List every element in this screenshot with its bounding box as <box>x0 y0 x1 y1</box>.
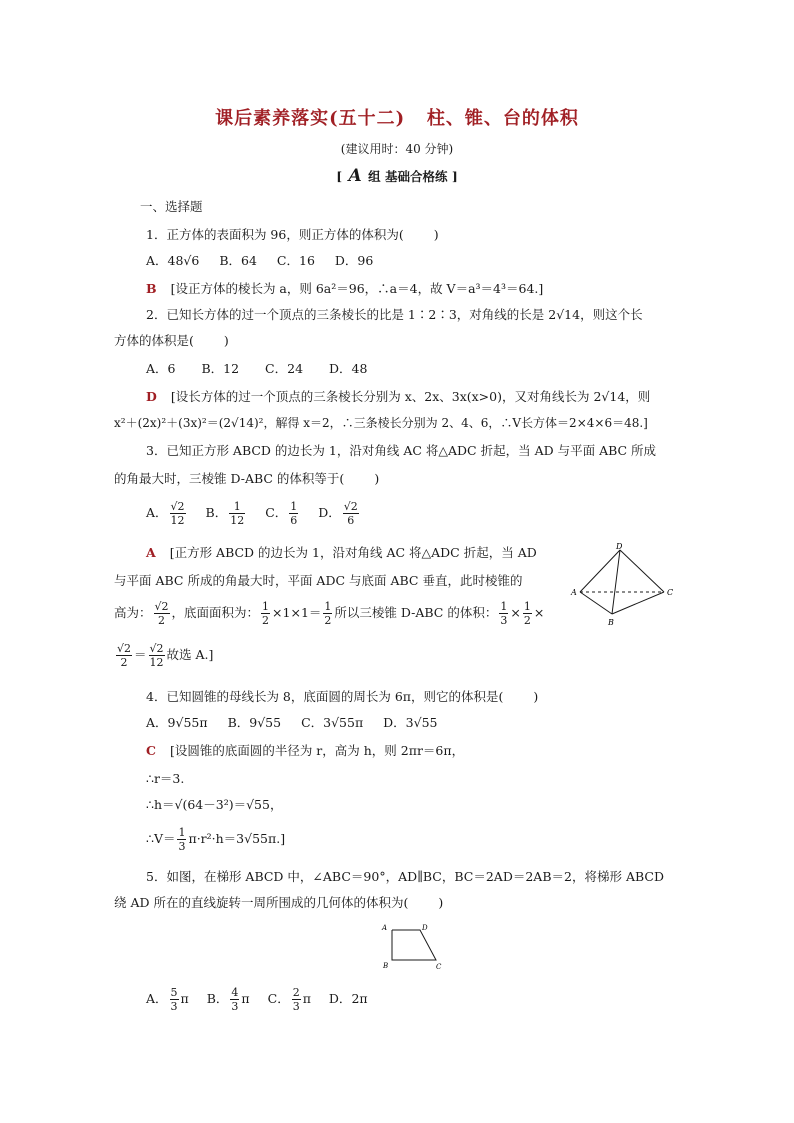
q4-stem-text: 4．已知圆锥的母线长为 8，底面圆的周长为 6π，则它的体积是( <box>146 689 504 704</box>
q1-option-d: D．96 <box>334 253 374 268</box>
q1-stem <box>146 226 439 244</box>
q5-option-d-letter: D． <box>328 991 352 1006</box>
q5-option-c-letter: C． <box>267 991 290 1006</box>
q5-option-b-num: 4 <box>231 986 239 999</box>
q4-option-a: A．9√55π <box>146 715 208 730</box>
q3-sol3-f2-num: 1 <box>262 600 270 613</box>
q3-sol3-f4-den: 3 <box>500 614 508 627</box>
q3-sol4-end: 故选 A.] <box>166 647 214 662</box>
q3-sol4-f1-num: √2 <box>117 642 132 655</box>
section-heading: 一、选择题 <box>140 199 203 214</box>
q3-options <box>146 500 361 527</box>
label-c: C <box>436 963 442 971</box>
q1-solution <box>146 280 543 298</box>
q3-option-d-num: √2 <box>343 500 358 513</box>
q3-stem-line1: 3．已知正方形 ABCD 的边长为 1，沿对角线 AC 将△ADC 折起，当 AD 与平面 ABC 所成 <box>146 443 657 458</box>
q3-sol4-eq: ＝ <box>134 647 147 662</box>
q3-sol4-f2-den: 12 <box>149 656 164 669</box>
q2-options <box>146 360 367 378</box>
q4-option-c: C．3√55π <box>301 715 364 730</box>
label-a: A <box>571 588 577 597</box>
q4-sol4-den: 3 <box>178 840 186 853</box>
q5-option-a-num: 5 <box>170 986 178 999</box>
q3-option-b-num: 1 <box>229 500 245 514</box>
q1-stem-text: 1．正方体的表面积为 96，则正方体的体积为( <box>146 227 404 242</box>
q5-option-d-tail: 2π <box>351 991 368 1006</box>
q3-solution-line4 <box>114 642 213 669</box>
q3-solution-line3 <box>114 600 544 627</box>
q4-solution-text-1: [设圆锥的底面圆的半径为 r，高为 h，则 2πr＝6π， <box>169 743 465 758</box>
q3-sol3-f2-den: 2 <box>262 614 270 627</box>
q3-stem-line2 <box>114 470 379 488</box>
q5-option-a-letter: A． <box>146 991 168 1006</box>
group-close-bracket: ] <box>451 169 458 184</box>
q3-option-d-den: 6 <box>347 514 355 527</box>
q2-option-b: B．12 <box>201 361 240 376</box>
q3-sol3-d: 所以三棱锥 D-ABC 的体积： <box>334 605 498 620</box>
q5-option-c-tail: π <box>302 991 311 1006</box>
label-d: D <box>422 924 428 932</box>
q3-option-b-den: 12 <box>230 514 245 527</box>
q4-stem <box>146 688 538 706</box>
label-b: B <box>383 962 389 970</box>
q3-stem-text: 的角最大时，三棱锥 D-ABC 的体积等于( <box>114 471 345 486</box>
q3-sol3-c: ×1×1＝ <box>272 605 322 620</box>
q5-option-c-den: 3 <box>292 1000 300 1013</box>
q3-option-c-den: 6 <box>290 514 298 527</box>
q2-answer: D <box>146 389 157 404</box>
q3-solution-line1 <box>146 544 537 562</box>
q5-stem-line2 <box>114 894 443 912</box>
edge-da <box>580 550 620 592</box>
group-letter: A <box>348 166 362 186</box>
q3-option-a-den: 12 <box>170 514 185 527</box>
q3-option-c-num: 1 <box>290 500 298 513</box>
trapezoid-outline <box>392 930 436 960</box>
q3-sol3-f3-den: 2 <box>324 614 332 627</box>
q3-sol3-f1-den: 2 <box>158 614 166 627</box>
q3-option-b <box>205 500 252 527</box>
group-header <box>0 166 794 186</box>
q5-options <box>146 986 368 1013</box>
q3-sol3-f: × <box>533 605 545 620</box>
q5-option-c <box>267 986 315 1013</box>
q3-sol3-f4-num: 1 <box>500 600 508 613</box>
trapezoid-figure <box>378 918 450 974</box>
q3-solution-line2: 与平面 ABC 所成的角最大时，平面 ADC 与底面 ABC 垂直，此时棱锥的 <box>114 573 523 588</box>
q5-stem-close: ) <box>438 895 444 910</box>
q5-option-b <box>206 986 254 1013</box>
q1-solution-text: [设正方体的棱长为 a，则 6a²＝96，∴a＝4，故 V＝a³＝4³＝64.] <box>170 281 544 296</box>
q2-stem-close: ) <box>223 333 229 348</box>
q2-option-c: C．24 <box>265 361 304 376</box>
q5-option-a-tail: π <box>180 991 189 1006</box>
q4-answer: C <box>146 743 156 758</box>
q3-option-d <box>318 500 361 527</box>
q1-option-a: A．48√6 <box>146 253 200 268</box>
q2-option-d: D．48 <box>329 361 368 376</box>
q3-sol3-b: ，底面面积为： <box>171 605 260 620</box>
q2-option-a: A．6 <box>146 361 176 376</box>
q3-sol4-f2-num: √2 <box>149 642 164 655</box>
q4-sol4-num: 1 <box>178 826 186 839</box>
label-c: C <box>667 588 674 597</box>
q1-option-c: C．16 <box>276 253 315 268</box>
q4-option-d: D．3√55 <box>383 715 438 730</box>
q5-option-d <box>329 991 368 1006</box>
label-a: A <box>382 924 388 932</box>
edge-cb <box>612 592 664 614</box>
q5-option-a <box>146 986 193 1013</box>
q3-option-a-letter: A． <box>146 505 168 520</box>
q5-option-a-den: 3 <box>170 1000 178 1013</box>
q4-options <box>146 714 438 732</box>
q3-sol4-f1-den: 2 <box>120 656 128 669</box>
q3-option-d-letter: D． <box>318 505 341 520</box>
q5-stem-text: 绕 AD 所在的直线旋转一周所围成的几何体的体积为( <box>114 895 409 910</box>
q3-option-c <box>265 500 304 527</box>
q3-stem-close: ) <box>374 471 380 486</box>
label-d: D <box>616 542 623 551</box>
q2-solution-line1 <box>146 388 650 406</box>
q5-option-b-tail: π <box>241 991 250 1006</box>
edge-ab <box>580 592 612 614</box>
q2-stem-line2 <box>114 332 229 350</box>
label-b: B <box>608 618 614 627</box>
group-label: 组 基础合格练 <box>368 169 448 184</box>
q1-options <box>146 252 373 270</box>
q2-stem-text: 方体的体积是( <box>114 333 194 348</box>
q5-option-b-den: 3 <box>231 1000 239 1013</box>
q3-sol3-e: × <box>510 605 521 620</box>
q3-solution-text-1: [正方形 ABCD 的边长为 1，沿对角线 AC 将△ADC 折起，当 AD <box>169 545 537 560</box>
q2-solution-text-1: [设长方体的过一个顶点的三条棱长分别为 x、2x、3x(x>0)，又对角线长为 2√14，则 <box>170 389 651 404</box>
q3-option-c-letter: C． <box>265 505 288 520</box>
group-open-bracket: [ <box>336 169 343 184</box>
q3-sol3-f5-num: 1 <box>523 600 531 613</box>
q1-option-b: B．64 <box>219 253 257 268</box>
q4-option-b: B．9√55 <box>227 715 282 730</box>
q3-sol3-f5-den: 2 <box>523 614 531 627</box>
q3-sol3-a: 高为： <box>114 605 152 620</box>
q3-answer: A <box>146 545 156 560</box>
q3-sol3-f1-num: √2 <box>154 600 169 613</box>
q3-sol3-f3-num: 1 <box>324 600 332 613</box>
q3-option-b-letter: B． <box>205 505 228 520</box>
q5-option-c-num: 2 <box>292 986 300 999</box>
edge-dc <box>620 550 664 592</box>
q3-option-a <box>146 500 192 527</box>
q4-sol4-a: ∴V＝ <box>146 831 176 846</box>
edge-db <box>612 550 620 614</box>
q2-stem-line1: 2．已知长方体的过一个顶点的三条棱长的比是 1∶2∶3，对角线的长是 2√14，则这个长 <box>146 307 643 322</box>
page-title: 课后素养落实(五十二) 柱、锥、台的体积 <box>215 108 579 129</box>
q3-option-a-num: √2 <box>170 500 185 513</box>
time-suggestion: (建议用时：40 分钟) <box>340 142 454 156</box>
q5-option-b-letter: B． <box>206 991 229 1006</box>
q4-solution-line1 <box>146 742 464 760</box>
q1-answer: B <box>146 281 157 296</box>
tetrahedron-figure <box>568 540 680 632</box>
q2-solution-line2: x²＋(2x)²＋(3x)²＝(2√14)²，解得 x＝2，∴三条棱长分别为 2、4、6，∴V长方体＝2×4×6＝48.] <box>114 416 648 430</box>
q1-stem-close: ) <box>433 227 439 242</box>
q4-solution-line4 <box>146 826 285 853</box>
q4-solution-line2: ∴r＝3. <box>146 771 185 786</box>
q4-solution-line3: ∴h＝√(64－3²)＝√55， <box>146 797 283 812</box>
q4-stem-close: ) <box>533 689 539 704</box>
q5-stem-line1: 5．如图，在梯形 ABCD 中，∠ABC＝90°，AD∥BC，BC＝2AD＝2AB＝2，将梯形 ABCD <box>146 869 664 884</box>
q4-sol4-b: π·r²·h＝3√55π.] <box>188 831 286 846</box>
